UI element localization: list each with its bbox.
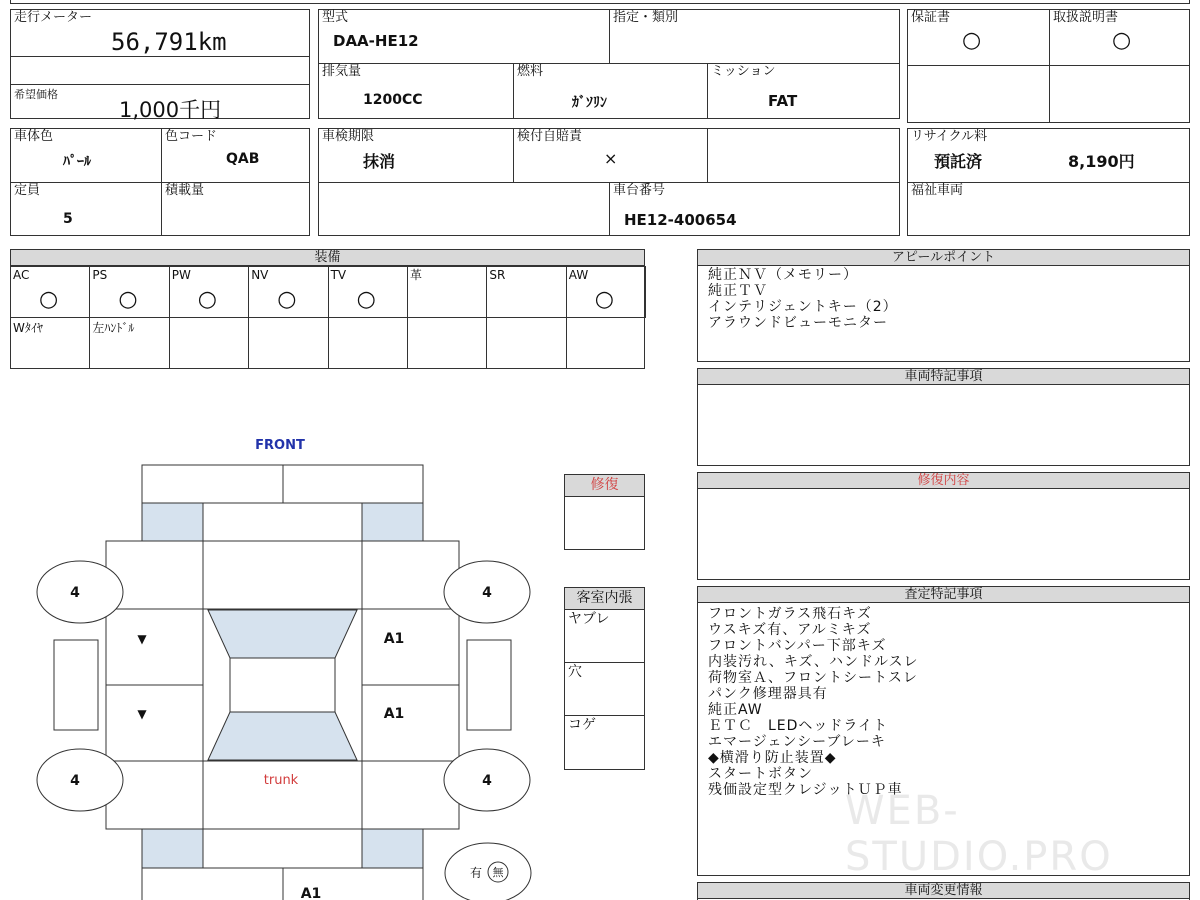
appeal-panel [697, 249, 1190, 362]
inspection-value: 抹消 [363, 152, 396, 171]
fuel-label: 燃料 [517, 64, 544, 79]
watermark: WEB-STUDIO.PRO [845, 788, 1113, 880]
appeal-line: 純正ＮＶ（メモリー） [708, 267, 858, 283]
equipment-value: ○ [39, 287, 59, 312]
displacement-value: 1200CC [363, 92, 423, 108]
front-label: FRONT [255, 438, 305, 453]
model-code-value: DAA-HE12 [333, 32, 419, 50]
equipment-option-label: Wﾀｲﾔ [13, 321, 43, 335]
color-code-label: 色コード [165, 129, 218, 144]
equipment-label: AW [568, 268, 589, 282]
equipment-label: PW [171, 268, 191, 282]
warranty-label: 保証書 [911, 10, 951, 25]
manual-cell [1049, 9, 1190, 66]
front-pillar-left [142, 503, 203, 541]
assessment-line: ウスキズ有、アルミキズ [708, 622, 872, 638]
price-value: 1,000千円 [119, 98, 222, 122]
documents-box [907, 9, 1190, 123]
hood-top [203, 503, 362, 541]
appeal-title: アピールポイント [698, 250, 1189, 266]
equipment-value: ○ [118, 287, 138, 312]
rear-panel [203, 829, 362, 868]
assessment-line: ＥＴＣ LEDヘッドライト [708, 718, 889, 734]
documents-empty-cell-1 [907, 65, 1050, 123]
mileage-label: 走行メーター [14, 10, 93, 25]
documents-empty-cell-2 [1049, 65, 1190, 123]
side-step-left [54, 640, 98, 730]
equipment-label: TV [330, 268, 347, 282]
repair-title: 修復 [565, 475, 644, 497]
recycle-cell [907, 128, 1190, 183]
no-label: 無 [492, 866, 504, 879]
seat-mark-front: ▼ [137, 632, 147, 646]
equipment-label: PS [92, 268, 108, 282]
trunk-label: trunk [263, 773, 299, 788]
manual-value: ○ [1112, 28, 1132, 53]
equipment-value: ○ [356, 287, 376, 312]
assessment-line: パンク修理器具有 [708, 686, 828, 702]
transmission-value: FAT [768, 92, 798, 110]
equipment-value: ○ [277, 287, 297, 312]
model-code-label: 型式 [322, 10, 349, 25]
door-right-front-grade: A1 [383, 631, 405, 647]
body-color-value: ﾊﾟｰﾙ [63, 154, 91, 170]
repair-details-title: 修復内容 [698, 473, 1189, 489]
windshield [208, 610, 357, 658]
displacement-label: 排気量 [322, 64, 362, 79]
equipment-label: AC [13, 268, 30, 282]
recycle-amount: 8,190円 [1068, 152, 1135, 171]
side-step-right [467, 640, 511, 730]
rear-window [208, 712, 357, 760]
fuel-value: ｶﾞｿﾘﾝ [572, 95, 607, 111]
repair-details-panel [697, 472, 1190, 580]
assessment-line: フロントバンパー下部キズ [708, 638, 887, 654]
load-label: 積載量 [165, 183, 205, 198]
inspection-label: 車検期限 [322, 129, 375, 144]
body-color-label: 車体色 [14, 129, 54, 144]
interior-title: 客室内張 [565, 588, 644, 610]
hood [203, 541, 362, 609]
insurance-value: × [604, 149, 618, 168]
roof [230, 658, 335, 712]
appeal-line: インテリジェントキー（2） [708, 299, 898, 315]
assessment-line: 荷物室Ａ、フロントシートスレ [708, 670, 918, 686]
equipment-value: ○ [197, 287, 217, 312]
front-pillar-right [362, 503, 423, 541]
welfare-cell [907, 182, 1190, 236]
change-info-title: 車両変更情報 [698, 883, 1189, 899]
rear-door-right [362, 685, 459, 761]
recycle-label: リサイクル料 [911, 129, 988, 144]
designation-label: 指定・類別 [613, 10, 679, 25]
transmission-label: ミッション [711, 64, 776, 79]
welfare-label: 福祉車両 [911, 183, 964, 198]
special-notes-title: 車両特記事項 [698, 369, 1189, 385]
recycle-status: 預託済 [934, 152, 983, 171]
tire-rear-left [37, 749, 123, 811]
insurance-label: 検付自賠責 [517, 129, 583, 144]
seat-mark-rear: ▼ [137, 707, 147, 721]
equipment-title: 装備 [11, 250, 644, 266]
rear-pillar-left [142, 829, 203, 868]
interior-item-burn-label: コゲ [568, 717, 596, 733]
door-right-rear-grade: A1 [383, 706, 405, 722]
assessment-line: 純正AW [708, 702, 763, 718]
inspection-empty-cell [707, 128, 900, 183]
front-bumper-left [142, 465, 283, 503]
rear-bumper-left [142, 868, 283, 900]
equipment-label: NV [251, 268, 269, 282]
tire-front-right-grade: 4 [482, 585, 492, 601]
appeal-line: アラウンドビューモニター [708, 315, 888, 331]
tire-front-left-grade: 4 [70, 585, 80, 601]
rear-bumper-grade: A1 [300, 886, 322, 900]
manual-label: 取扱説明書 [1053, 10, 1119, 25]
warranty-value: ○ [962, 28, 982, 53]
interior-item-hole-label: 穴 [568, 664, 582, 680]
yes-label: 有 [469, 866, 483, 880]
assessment-line: エマージェンシーブレーキ [708, 734, 886, 750]
appeal-line: 純正ＴＶ [708, 283, 768, 299]
front-door-left [106, 609, 203, 685]
interior-item-tear-label: ヤブレ [568, 611, 610, 627]
assessment-title: 査定特記事項 [698, 587, 1189, 603]
rear-door-left [106, 685, 203, 761]
warranty-cell [907, 9, 1050, 66]
change-info-panel [697, 882, 1190, 900]
assessment-line: 残価設定型クレジットＵＰ車 [708, 782, 903, 798]
tire-rear-right-grade: 4 [482, 773, 492, 789]
price-label: 希望価格 [14, 88, 58, 101]
assessment-line: フロントガラス飛石キズ [708, 606, 872, 622]
trunk-panel [203, 761, 362, 829]
recycle-box [907, 128, 1190, 236]
capacity-label: 定員 [14, 183, 41, 198]
assessment-line: 内装汚れ、キズ、ハンドルスレ [708, 654, 919, 670]
rear-pillar-right [362, 829, 423, 868]
front-door-right [362, 609, 459, 685]
tire-front-left [37, 561, 123, 623]
color-code-value: QAB [226, 151, 260, 167]
transmission-cell [707, 63, 900, 119]
assessment-line: スタートボタン [708, 766, 813, 782]
rear-quarter-right [362, 761, 459, 829]
equipment-label: 革 [410, 268, 423, 282]
equipment-label: SR [489, 268, 506, 282]
equipment-option-label: 左ﾊﾝﾄﾞﾙ [92, 321, 135, 335]
equipment-value: ○ [594, 287, 614, 312]
chassis-label: 車台番号 [613, 183, 666, 198]
chassis-value: HE12-400654 [624, 211, 737, 229]
special-notes-panel [697, 368, 1190, 466]
tire-rear-left-grade: 4 [70, 773, 80, 789]
capacity-value: 5 [63, 211, 73, 227]
mileage-value: 56,791km [111, 28, 227, 56]
front-bumper-right [283, 465, 423, 503]
assessment-line: ◆横滑り防止装置◆ [708, 750, 837, 766]
